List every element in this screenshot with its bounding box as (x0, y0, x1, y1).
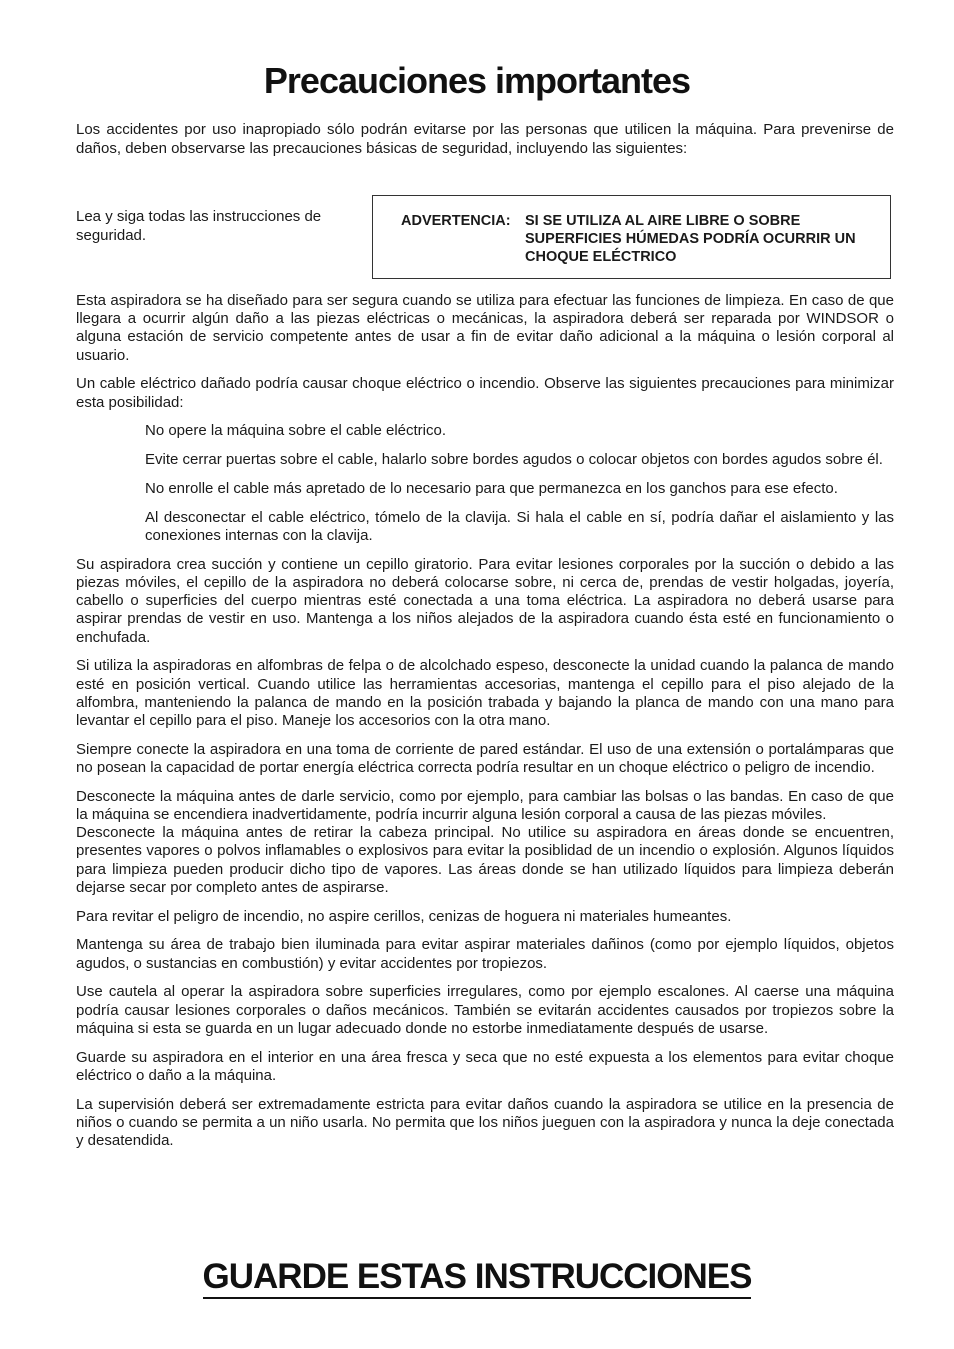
footer-heading: GUARDE ESTAS INSTRUCCIONES (203, 1258, 752, 1299)
paragraph-irregular-surfaces: Use cautela al operar la aspiradora sobre superficies irregulares, como por ejemplo escalones. Al caerse una máquina podría causar lesiones corporales o daños mecánicos. También se evitarán accidentes causados por tropiezos sobre la máquina si esta se guarda en un lugar adecuado donde no estorbe inmediatamente después de usarse. (76, 983, 894, 1037)
paragraph-fire: Para revitar el peligro de incendio, no aspire cerillos, cenizas de hoguera ni materiales humeantes. (76, 907, 732, 925)
paragraph-cable-intro: Un cable eléctrico dañado podría causar choque eléctrico o incendio. Observe las siguientes precauciones para minimizar esta posibilidad: (76, 375, 894, 411)
paragraph-suction-brush: Su aspiradora crea succión y contiene un cepillo giratorio. Para evitar lesiones corporales por la succión o debido a las piezas móviles, el cepillo de la aspiradora no deberá colocarse sobre, ni cerca de, prendas de vestir holgadas, joyería, cabello o superficies del cuerpo mientras esté conectada a una toma eléctrica. La aspiradora no deberá usarse para aspirar prendas de vestir en uso. Mantenga a los niños alejados de la aspiradora cuando ésta esté en funcionamiento o enchufada. (76, 555, 894, 646)
paragraph-supervision: La supervisión deberá ser extremadamente estricta para evitar daños cuando la aspiradora se utilice en la presencia de niños o cuando se permita a un niño usarla. No permita que los niños jueguen con la aspiradora y nunca la deje conectada y desatendida. (76, 1095, 894, 1150)
warning-label: ADVERTENCIA: (401, 213, 511, 229)
body-text (76, 292, 894, 1161)
warning-box (372, 195, 891, 279)
paragraph-flammable: Desconecte la máquina antes de retirar la cabeza principal. No utilice su aspiradora en áreas donde se encuentren, presentes vapores o polvos inflamables o explosivos para evitar la posiblidad de un incendio o explosión. Algunos líquidos para limpieza pueden producir dicho tipo de vapores. Las áreas donde se han utilizado líquidos para limpieza deberán dejarse secar por completo antes de aspirarse. (76, 824, 894, 896)
cable-precaution-item: Al desconectar el cable eléctrico, tómelo de la clavija. Si hala el cable en sí, podría dañar el aislamiento y las conexiones internas con la clavija. (145, 508, 894, 544)
paragraph-lighting: Mantenga su área de trabajo bien iluminada para evitar aspirar materiales dañinos (como por ejemplo líquidos, objetos agudos, o sustancias en combustión) y evitar accidentes por tropiezos. (76, 936, 894, 972)
footer (0, 1258, 954, 1299)
page-title: Precauciones importantes (263, 60, 691, 101)
cable-precaution-item: No opere la máquina sobre el cable eléctrico. (145, 422, 447, 440)
warning-text: SI SE UTILIZA AL AIRE LIBRE O SOBRE SUPERFICIES HÚMEDAS PODRÍA OCURRIR UN CHOQUE ELÉCTRICO (525, 213, 856, 265)
paragraph-safe-design: Esta aspiradora se ha diseñado para ser segura cuando se utiliza para efectuar las funciones de limpieza. En caso de que llegara a ocurrir algún daño a las piezas eléctricas o mecánicas, la aspiradora deberá ser reparada por WINDSOR o alguna estación de servicio competente antes de usar a fin de evitar daño adicional a la máquina o lesión corporal al usuario. (76, 292, 894, 364)
paragraph-carpet-use: Si utiliza la aspiradoras en alfombras de felpa o de alcolchado espeso, desconecte la unidad cuando la palanca de mando esté en posición vertical. Cuando utilice las herramientas accesorias, mantenga el cepillo para el piso alejado de la alfombra, manteniendo la palanca de mando en la posición trabada y bajando la planca de mando con una mano para levantar el cepillo para el piso. Maneje los accesorios con la otra mano. (76, 657, 894, 730)
paragraph-outlet: Siempre conecte la aspiradora en una toma de corriente de pared estándar. El uso de una extensión o portalámparas que no posean la capacidad de portar energía eléctrica correcta podría resultar en un choque eléctrico o peligro de incendio. (76, 740, 894, 777)
intro-paragraph: Los accidentes por uso inapropiado sólo podrán evitarse por las personas que utilicen la máquina. Para prevenirse de daños, deben observarse las precauciones básicas de seguridad, incluyendo las siguientes: (76, 121, 894, 157)
paragraph-service-disconnect: Desconecte la máquina antes de darle servicio, como por ejemplo, para cambiar las bolsas o las bandas. En caso de que la máquina se encendiera inadvertidamente, podría incurrir alguna lesión corporal a causa de las piezas móviles. (76, 787, 894, 824)
read-instructions-note: Lea y siga todas las instrucciones de seguridad. (76, 208, 322, 244)
paragraph-storage: Guarde su aspiradora en el interior en una área fresca y seca que no esté expuesta a los elementos para evitar choque eléctrico o daño a la máquina. (76, 1048, 894, 1084)
cable-precaution-item: Evite cerrar puertas sobre el cable, halarlo sobre bordes agudos o colocar objetos con bordes agudos sobre él. (145, 451, 883, 469)
cable-precaution-item: No enrolle el cable más apretado de lo necesario para que permanezca en los ganchos para ese efecto. (145, 480, 838, 497)
